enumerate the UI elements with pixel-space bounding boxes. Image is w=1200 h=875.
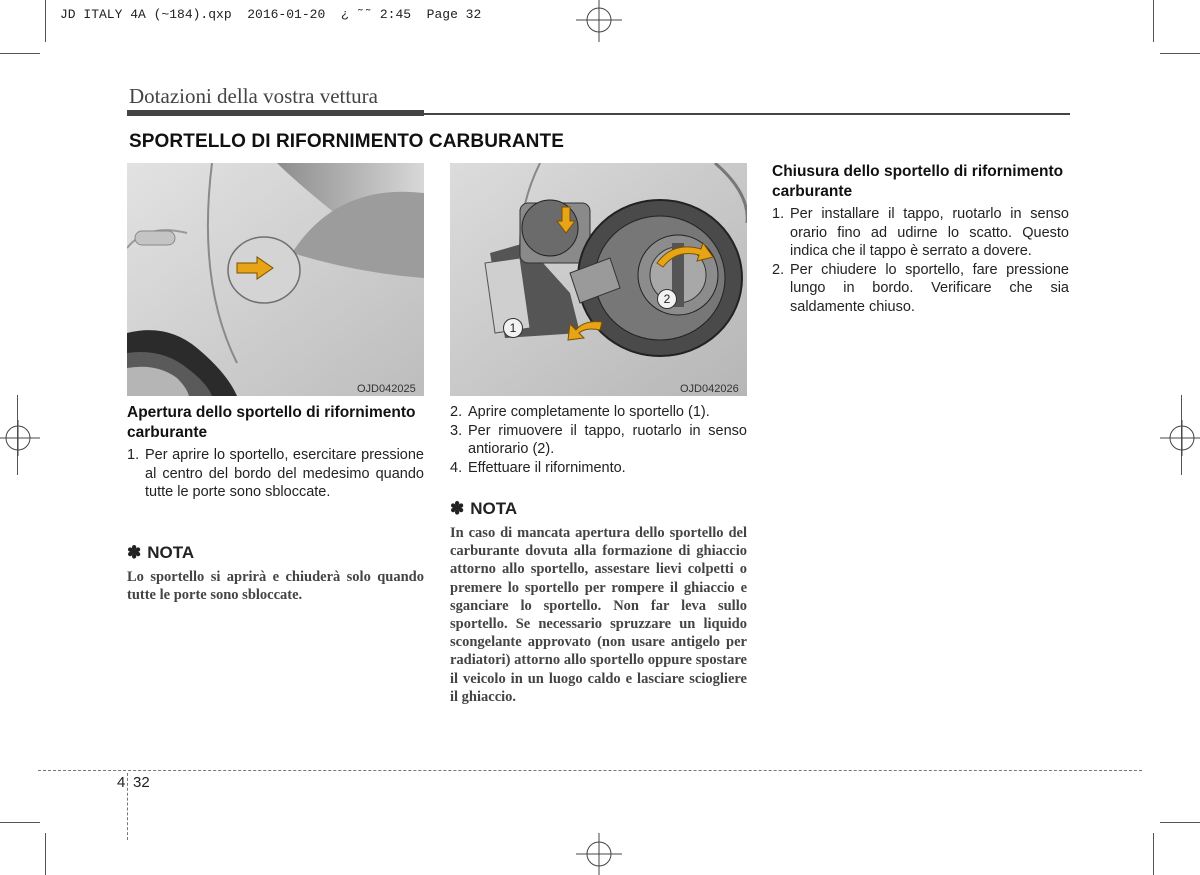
figure-code: OJD042025 (357, 383, 416, 395)
opening-steps-list (127, 446, 424, 502)
step-text: Per rimuovere il tappo, ruotarlo in senso antiorario (2). (468, 422, 747, 457)
rotate-arrow-icon (653, 239, 715, 269)
step-text: Per aprire lo sportello, esercitare pressione al centro del bordo del medesimo quando tutte le porte sono sbloccate. (145, 447, 424, 500)
list-item (772, 205, 1069, 261)
step-number: 2. (772, 261, 785, 278)
opening-steps-continued (450, 403, 747, 477)
curved-arrow-icon (564, 316, 604, 342)
footer-rule (38, 770, 1142, 771)
step-text: Per chiudere lo sportello, fare pressione lungo in bordo. Verificare che sia saldamente chiuso. (790, 261, 1069, 315)
opening-heading: Apertura dello sportello di rifornimento carburante (127, 404, 416, 441)
list-item (450, 459, 747, 478)
nota-heading (127, 543, 194, 563)
nota-text: Lo sportello si aprirà e chiuderà solo quando tutte le porte sono sbloccate. (127, 569, 424, 604)
registration-mark-right (1160, 418, 1200, 458)
list-item (772, 261, 1069, 317)
list-item (450, 403, 747, 422)
fuel-cap-illustration (450, 163, 747, 396)
car-side-illustration (127, 163, 424, 396)
nota-heading (450, 499, 517, 519)
list-item (450, 422, 747, 459)
closing-heading: Chiusura dello sportello di rifornimento carburante (772, 163, 1064, 200)
registration-mark-left (0, 418, 40, 458)
step-number: 1. (127, 447, 140, 463)
step-number: 1. (772, 206, 785, 222)
callout-2: 2 (657, 289, 677, 309)
print-header: JD ITALY 4A (~184).qxp 2016-01-20 ¿ ˜˜ 2:45 Page 32 (60, 7, 482, 22)
asterisk-icon: ✽ (450, 499, 465, 518)
callout-1: 1 (503, 318, 523, 338)
step-text: Aprire completamente lo sportello (1). (468, 404, 710, 420)
closing-steps-list (772, 205, 1069, 316)
list-item (127, 446, 424, 502)
footer-divider (127, 773, 128, 840)
chapter-number: 4 (117, 774, 126, 791)
section-title: Dotazioni della vostra vettura (129, 84, 378, 108)
header-rule-accent (127, 110, 424, 116)
step-text: Effettuare il rifornimento. (468, 459, 626, 476)
nota-text: In caso di mancata apertura dello sportello del carburante dovuta alla formazione di ghiaccio attorno allo sportello, assestare lievi colpetti o premere lo sportello per rompere il ghiaccio e sganciare lo sportello. Non far leva sullo sportello. Se necessario spruzzare un liquido scongelante approvato (non usare antigelo per radiatori) attorno allo sportello oppure spostare il veicolo in un luogo caldo e lasciare sciogliere il ghiaccio. (450, 525, 747, 705)
figure-fuel-door-closed (127, 163, 424, 396)
registration-mark-top (576, 0, 622, 42)
down-arrow-icon (556, 205, 576, 235)
nota-label: NOTA (147, 543, 195, 562)
registration-mark-bottom (576, 833, 622, 875)
figure-fuel-door-open (450, 163, 747, 396)
page-number: 32 (133, 774, 150, 791)
asterisk-icon: ✽ (127, 543, 142, 562)
step-number: 3. (450, 422, 463, 439)
figure-code: OJD042026 (680, 383, 739, 395)
step-number: 4. (450, 459, 463, 476)
push-arrow-icon (235, 255, 275, 281)
step-number: 2. (450, 404, 463, 420)
nota-label: NOTA (470, 499, 518, 518)
main-title: SPORTELLO DI RIFORNIMENTO CARBURANTE (129, 131, 564, 152)
step-text: Per installare il tappo, ruotarlo in senso orario fino ad udirne lo scatto. Questo indica che il tappo è serrato a dovere. (790, 206, 1069, 259)
